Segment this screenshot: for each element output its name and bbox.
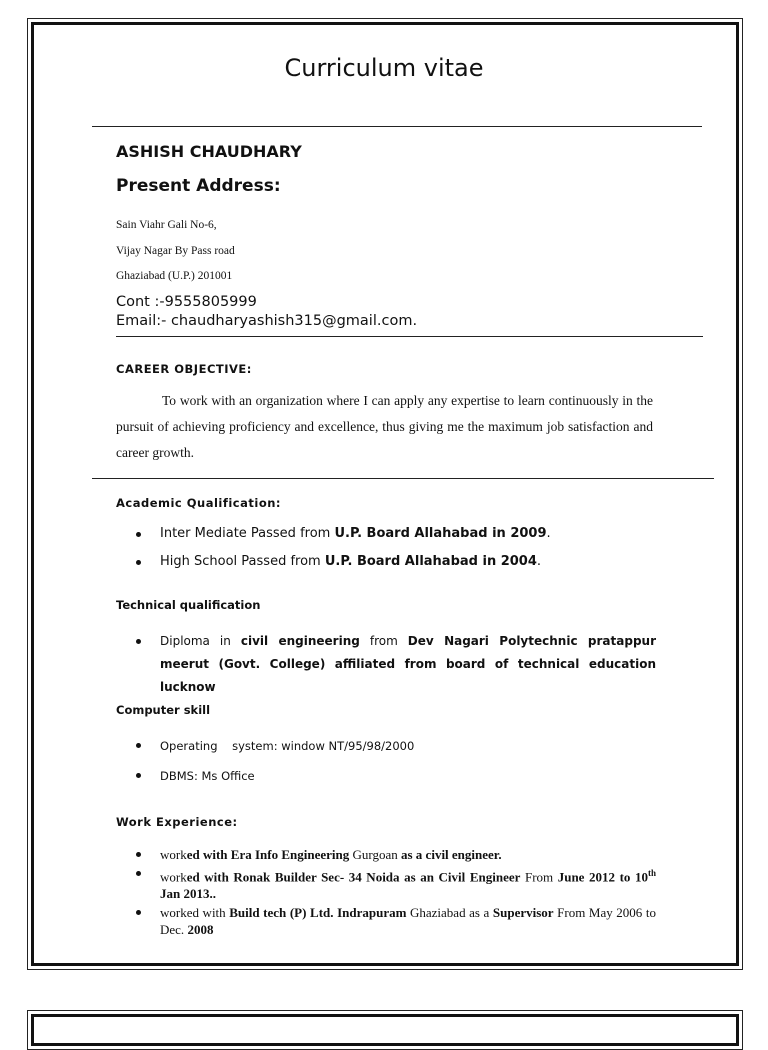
divider bbox=[92, 478, 714, 479]
work-item-text: From May 2006 to Dec. bbox=[160, 905, 656, 938]
contact-phone: Cont :-9555805999 bbox=[116, 294, 257, 310]
document-title: Curriculum vitae bbox=[284, 54, 484, 82]
work-item-text: worked with bbox=[160, 905, 230, 921]
work-item-company: ed with Ronak Builder Sec- 34 Noida as an Civil Engineer bbox=[186, 869, 521, 885]
academic-item-text: High School Passed from bbox=[160, 554, 325, 569]
academic-item-end: . bbox=[546, 526, 551, 541]
next-page-border bbox=[27, 1010, 743, 1050]
technical-item-text: from bbox=[359, 634, 408, 648]
academic-item bbox=[116, 522, 676, 550]
technical-list bbox=[116, 630, 656, 699]
work-item-company: ed with Era Info Engineering bbox=[186, 847, 350, 862]
technical-item-field: civil engineering bbox=[240, 634, 360, 648]
academic-item-board: U.P. Board Allahabad in 2004 bbox=[324, 554, 537, 569]
technical-item-text: Diploma in bbox=[160, 634, 241, 648]
computer-heading: Computer skill bbox=[116, 703, 211, 717]
work-list bbox=[116, 846, 656, 940]
work-item-dates: June 2012 to 10 bbox=[557, 869, 648, 885]
work-item bbox=[116, 865, 656, 902]
work-item-text: Ghaziabad as a bbox=[406, 905, 493, 921]
computer-list bbox=[116, 735, 656, 795]
technical-item bbox=[116, 630, 656, 699]
work-item-text: work bbox=[160, 847, 187, 862]
computer-item-text: DBMS: Ms Office bbox=[160, 769, 255, 783]
work-item-year: 2008 bbox=[187, 922, 214, 938]
address-line-1: Sain Viahr Gali No-6, bbox=[116, 219, 217, 231]
academic-heading: Academic Qualification: bbox=[116, 496, 282, 510]
work-item-company: Build tech (P) Ltd. Indrapuram bbox=[229, 905, 407, 921]
work-item-text: Gurgoan bbox=[349, 847, 401, 862]
academic-item-text: Inter Mediate Passed from bbox=[160, 526, 335, 541]
technical-heading: Technical qualification bbox=[116, 598, 261, 612]
academic-item bbox=[116, 550, 676, 578]
academic-item-board: U.P. Board Allahabad in 2009 bbox=[334, 526, 547, 541]
career-objective-heading: CAREER OBJECTIVE: bbox=[116, 362, 252, 376]
address-heading: Present Address: bbox=[116, 176, 281, 196]
computer-item bbox=[116, 765, 656, 795]
address-line-3: Ghaziabad (U.P.) 201001 bbox=[116, 270, 233, 282]
academic-list bbox=[116, 522, 676, 578]
career-objective-text: To work with an organization where I can apply any expertise to learn continuously in the pursuit of achieving proficiency and excellence, thus giving me the maximum job satisfaction and career growth. bbox=[116, 393, 653, 460]
work-item-text: From bbox=[520, 869, 558, 885]
candidate-name: ASHISH CHAUDHARY bbox=[116, 142, 302, 161]
work-item bbox=[116, 846, 656, 863]
work-heading: Work Experience: bbox=[116, 815, 238, 829]
technical-item-institute: Dev Nagari Polytechnic pratappur meerut (Govt. College) affiliated from board of technical education lucknow bbox=[160, 634, 656, 694]
work-item bbox=[116, 904, 656, 938]
address-line-2: Vijay Nagar By Pass road bbox=[116, 245, 235, 257]
divider bbox=[92, 126, 702, 127]
work-item-role: Supervisor bbox=[492, 905, 554, 921]
contact-email: Email:- chaudharyashish315@gmail.com. bbox=[116, 313, 418, 329]
academic-item-end: . bbox=[536, 554, 542, 569]
work-item-ordinal: th bbox=[648, 868, 657, 878]
work-item-dates-end: Jan 2013.. bbox=[160, 886, 216, 902]
work-item-text: work bbox=[160, 869, 187, 885]
computer-item bbox=[116, 735, 656, 765]
computer-item-text: Operating system: window NT/95/98/2000 bbox=[160, 739, 415, 753]
divider bbox=[116, 336, 703, 337]
work-item-role: as a civil engineer. bbox=[401, 847, 502, 862]
